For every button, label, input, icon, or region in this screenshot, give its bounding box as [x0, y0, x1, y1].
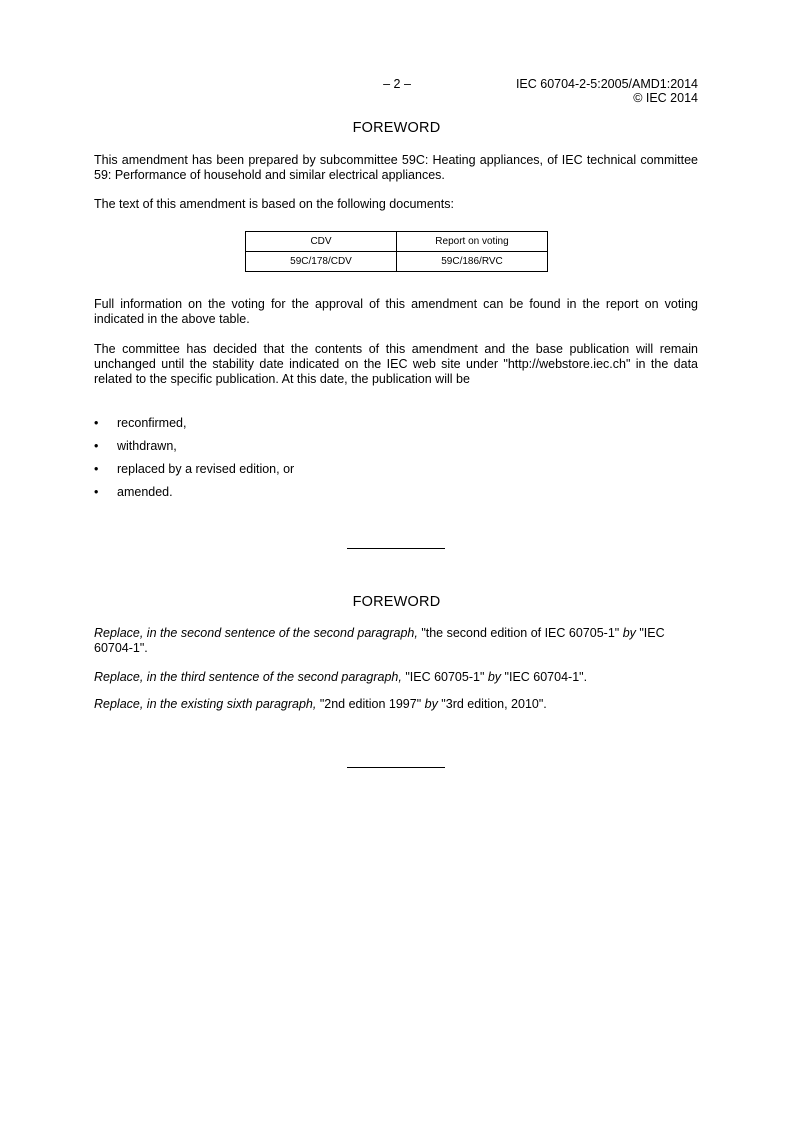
list-item [94, 462, 294, 485]
instruction-by: by [424, 697, 438, 711]
list-item-text: reconfirmed, [117, 416, 187, 430]
foreword-amendment-heading: FOREWORD [352, 594, 441, 610]
list-item-text: amended. [117, 485, 173, 499]
replaced-text: "IEC 60705-1" [401, 670, 488, 684]
bullet-icon: • [94, 439, 99, 453]
replaced-text: "the second edition of IEC 60705-1" [417, 626, 623, 640]
bullet-icon: • [94, 416, 99, 430]
foreword-paragraph-1: This amendment has been prepared by subcommittee 59C: Heating appliances, of IEC technical committee 59: Performance of household and similar electrical appliances. [94, 153, 698, 182]
table-row [246, 252, 548, 272]
replacement-text: "IEC 60704-1". [501, 670, 588, 684]
instruction-by: by [622, 626, 636, 640]
amendment-instruction [94, 670, 698, 685]
bullet-icon: • [94, 462, 99, 476]
foreword-heading: FOREWORD [352, 120, 441, 136]
list-item [94, 485, 294, 508]
section-divider [347, 767, 445, 768]
list-item-text: withdrawn, [117, 439, 177, 453]
section-divider [347, 548, 445, 549]
foreword-paragraph-3: Full information on the voting for the approval of this amendment can be found in the report on voting indicated in the above table. [94, 297, 698, 326]
list-item [94, 439, 294, 462]
amendment-instruction [94, 626, 698, 656]
table-cell: 59C/186/RVC [397, 252, 548, 272]
table-header-cell: CDV [246, 232, 397, 252]
list-item-text: replaced by a revised edition, or [117, 462, 295, 476]
foreword-paragraph-2: The text of this amendment is based on the following documents: [94, 197, 454, 211]
replacement-text: "3rd edition, 2010". [437, 697, 547, 711]
list-item [94, 416, 294, 439]
copyright-notice: © IEC 2014 [633, 91, 698, 105]
table-header-cell: Report on voting [397, 232, 548, 252]
table-header-row [246, 232, 548, 252]
instruction-text: Replace, in the second sentence of the second paragraph, [94, 626, 418, 640]
table-cell: 59C/178/CDV [246, 252, 397, 272]
instruction-text: Replace, in the existing sixth paragraph, [94, 697, 317, 711]
page-number: – 2 – [383, 77, 411, 91]
foreword-paragraph-4: The committee has decided that the contents of this amendment and the base publication will remain unchanged until the stability date indicated on the IEC web site under "http://webstore.iec.ch" in the data related to the specific publication. At this date, the publication will be [94, 342, 698, 386]
standard-reference: IEC 60704-2-5:2005/AMD1:2014 [515, 77, 698, 91]
instruction-by: by [487, 670, 502, 684]
amendment-instruction [94, 697, 698, 712]
replaced-text: "2nd edition 1997" [316, 697, 425, 711]
replacement-text: "IEC 60704-1". [94, 626, 665, 655]
document-reference [516, 77, 698, 105]
voting-documents-table [245, 231, 548, 272]
publication-options-list [94, 416, 294, 508]
instruction-text: Replace, in the third sentence of the second paragraph, [94, 670, 402, 684]
bullet-icon: • [94, 485, 99, 499]
